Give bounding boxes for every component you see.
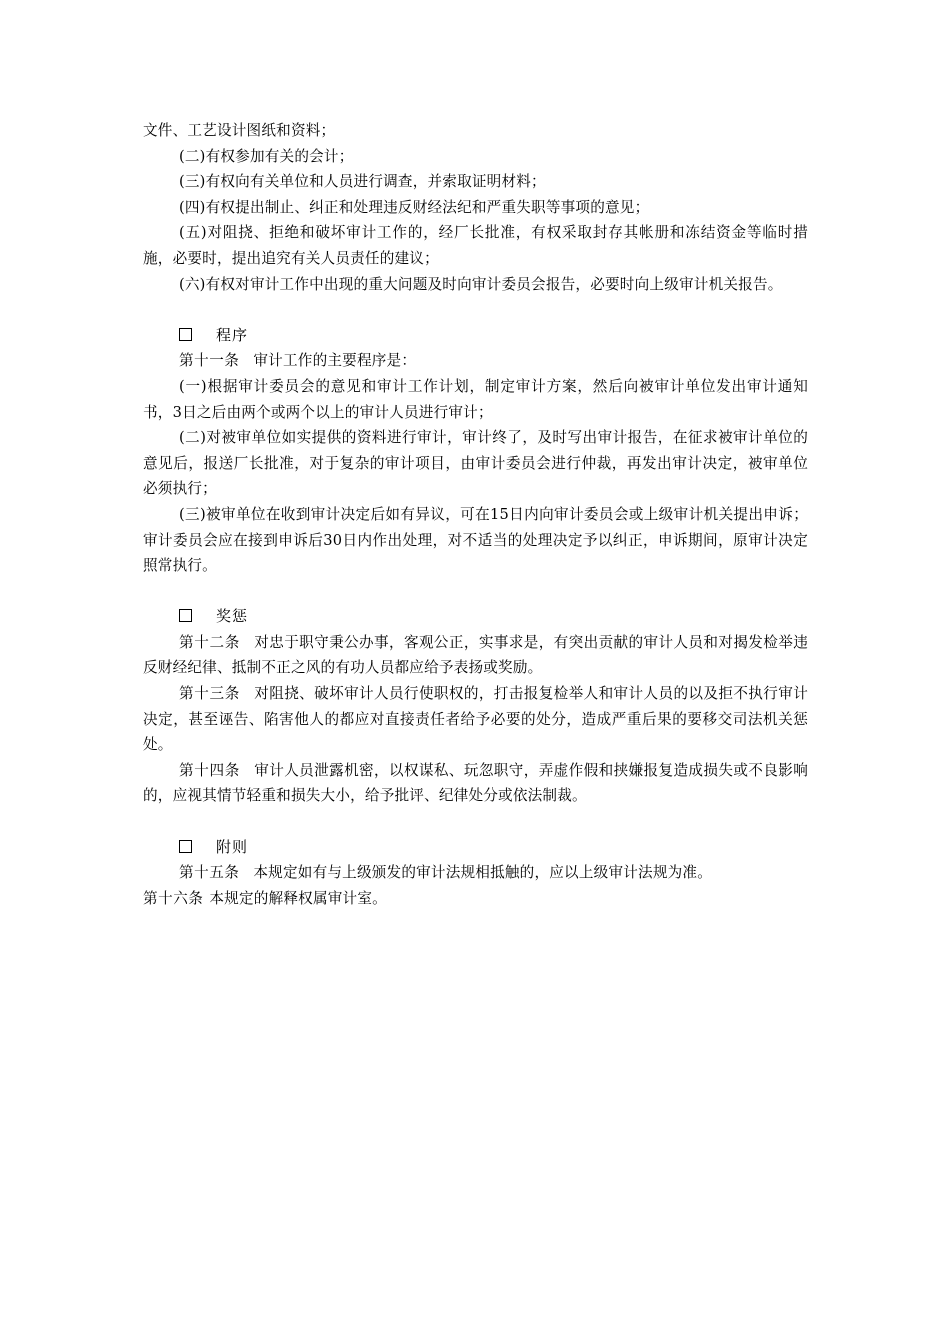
right-item-4: (四)有权提出制止、纠正和处理违反财经法纪和严重失职等事项的意见；: [179, 198, 650, 216]
article-15: [143, 860, 808, 886]
right-item-2: (二)有权参加有关的会计；: [179, 147, 354, 165]
procedure-item-1: (一)根据审计委员会的意见和审计工作计划，制定审计方案，然后向被审计单位发出审计通知书，3日之后由两个或两个以上的审计人员进行审计；: [143, 377, 808, 421]
section-heading-label: 奖惩: [216, 607, 249, 626]
right-item-3: (三)有权向有关单位和人员进行调查，并索取证明材料；: [179, 173, 546, 191]
article-number: 第十五条: [179, 864, 240, 882]
article-11: [143, 348, 808, 374]
article-text: 对阻挠、破坏审计人员行使职权的，打击报复检举人和审计人员的以及拒不执行审计决定，甚至诬告、陷害他人的都应对直接责任者给予必要的处分，造成严重后果的要移交司法机关惩处。: [143, 685, 808, 754]
checkbox-square-icon: [179, 840, 192, 853]
article-number: 第十四条: [179, 761, 241, 779]
section-spacer: [143, 297, 808, 323]
section-heading-label: 程序: [216, 325, 249, 344]
right-item-6: (六)有权对审计工作中出现的重大问题及时向审计委员会报告，必要时向上级审计机关报告。: [179, 275, 783, 293]
right-item-5: (五)对阻挠、拒绝和破坏审计工作的，经厂长批准，有权采取封存其帐册和冻结资金等临时措施，必要时，提出追究有关人员责任的建议；: [143, 224, 808, 267]
section-spacer: [143, 809, 808, 835]
article-number: 第十一条: [179, 352, 240, 370]
article-number: 第十三条: [179, 685, 241, 703]
article-number: 第十六条: [143, 889, 204, 907]
article-text: 本规定如有与上级颁发的审计法规相抵触的，应以上级审计法规为准。: [253, 864, 712, 882]
article-16: [143, 886, 808, 912]
article-text: 本规定的解释权属审计室。: [209, 889, 387, 907]
article-14: [143, 758, 808, 809]
section-heading-procedure: [143, 323, 808, 349]
section-heading-supplementary: [143, 835, 808, 861]
checkbox-square-icon: [179, 609, 192, 622]
procedure-item-2: (二)对被审单位如实提供的资料进行审计，审计终了，及时写出审计报告，在征求被审计单位的意见后，报送厂长批准，对于复杂的审计项目，由审计委员会进行仲裁，再发出审计决定，被审单位必须执行；: [143, 429, 808, 498]
document-body: [143, 118, 808, 911]
article-13: [143, 681, 808, 758]
section-heading-rewards: [143, 604, 808, 630]
checkbox-square-icon: [179, 328, 192, 341]
article-text: 对忠于职守秉公办事，客观公正，实事求是，有突出贡献的审计人员和对揭发检举违反财经纪律、抵制不正之风的有功人员都应给予表扬或奖励。: [143, 633, 808, 677]
text-line-continuation: 文件、工艺设计图纸和资料；: [143, 122, 336, 139]
article-text: 审计工作的主要程序是：: [253, 352, 417, 370]
article-text: 审计人员泄露机密，以权谋私、玩忽职守，弄虚作假和挟嫌报复造成损失或不良影响的，应视其情节轻重和损失大小，给予批评、纪律处分或依法制裁。: [143, 761, 808, 805]
procedure-item-3: (三)被审单位在收到审计决定后如有异议，可在15日内向审计委员会或上级审计机关提出申诉；审计委员会应在接到申诉后30日内作出处理，对不适当的处理决定予以纠正，申诉期间，原审计决定照常执行。: [143, 505, 808, 575]
article-12: [143, 630, 808, 681]
article-number: 第十二条: [179, 633, 241, 651]
section-heading-label: 附则: [216, 837, 249, 856]
section-spacer: [143, 579, 808, 605]
